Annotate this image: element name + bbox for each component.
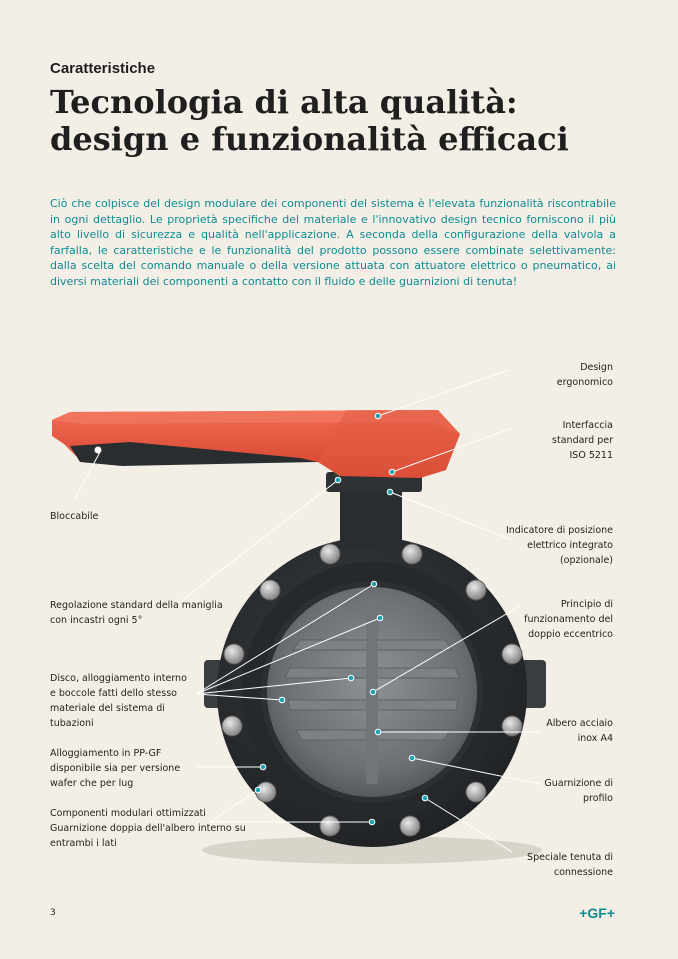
callout-tenuta-connessione: Speciale tenuta di connessione (527, 852, 613, 878)
callout-regolazione-maniglia: Regolazione standard della maniglia con incastri ogni 5° (50, 600, 223, 626)
section-eyebrow: Caratteristiche (50, 60, 156, 77)
title-line-2: design e funzionalità efficaci (50, 120, 569, 158)
callout-interfaccia-iso: Interfaccia standard per ISO 5211 (552, 420, 613, 461)
callout-indicatore-posizione: Indicatore di posizione elettrico integrato (opzionale) (505, 525, 613, 566)
page-number: 3 (50, 908, 56, 918)
callout-guarnizione-profilo: Guarnizione di profilo (544, 778, 613, 804)
callout-albero-acciaio: Albero acciaio inox A4 (546, 718, 613, 744)
lock-hole (95, 447, 102, 454)
callout-design-ergonomico: Design ergonomico (556, 362, 613, 388)
callout-alloggiamento-ppgf: Alloggiamento in PP-GF disponibile sia per versione wafer che per lug (50, 748, 181, 789)
callout-doppio-eccentrico: Principio di funzionamento del doppio eccentrico (524, 599, 613, 640)
valve-neck (340, 486, 402, 548)
callout-disco-materiale: Disco, alloggiamento interno e boccole fatti dello stesso materiale del sistema di tubazioni (50, 673, 187, 729)
callout-bloccabile: Bloccabile (50, 511, 99, 522)
title-line-1: Tecnologia di alta qualità: (50, 83, 518, 121)
gf-logo: +GF+ (579, 905, 615, 921)
callout-componenti-modulari: Componenti modulari ottimizzati Guarnizione doppia dell'albero interno su entrambi i lati (50, 808, 246, 849)
intro-paragraph: Ciò che colpisce del design modulare dei componenti del sistema è l'elevata funzionalità riscontrabile in ogni dettaglio. Le proprietà specifiche del materiale e l'innovativo design tecnico forniscono il più alto livello di sicurezza e qualità nell'applicazione. A seconda della configurazione della valvola a farfalla, le caratteristiche e le funzionalità del prodotto possono essere combinate selettivamente: dalla scelta del comando manuale o della versione attuata con attuatore elettrico o pneumatico, ai diversi materiali dei componenti a contatto con il fluido e delle guarnizioni di tenuta! (50, 197, 616, 288)
